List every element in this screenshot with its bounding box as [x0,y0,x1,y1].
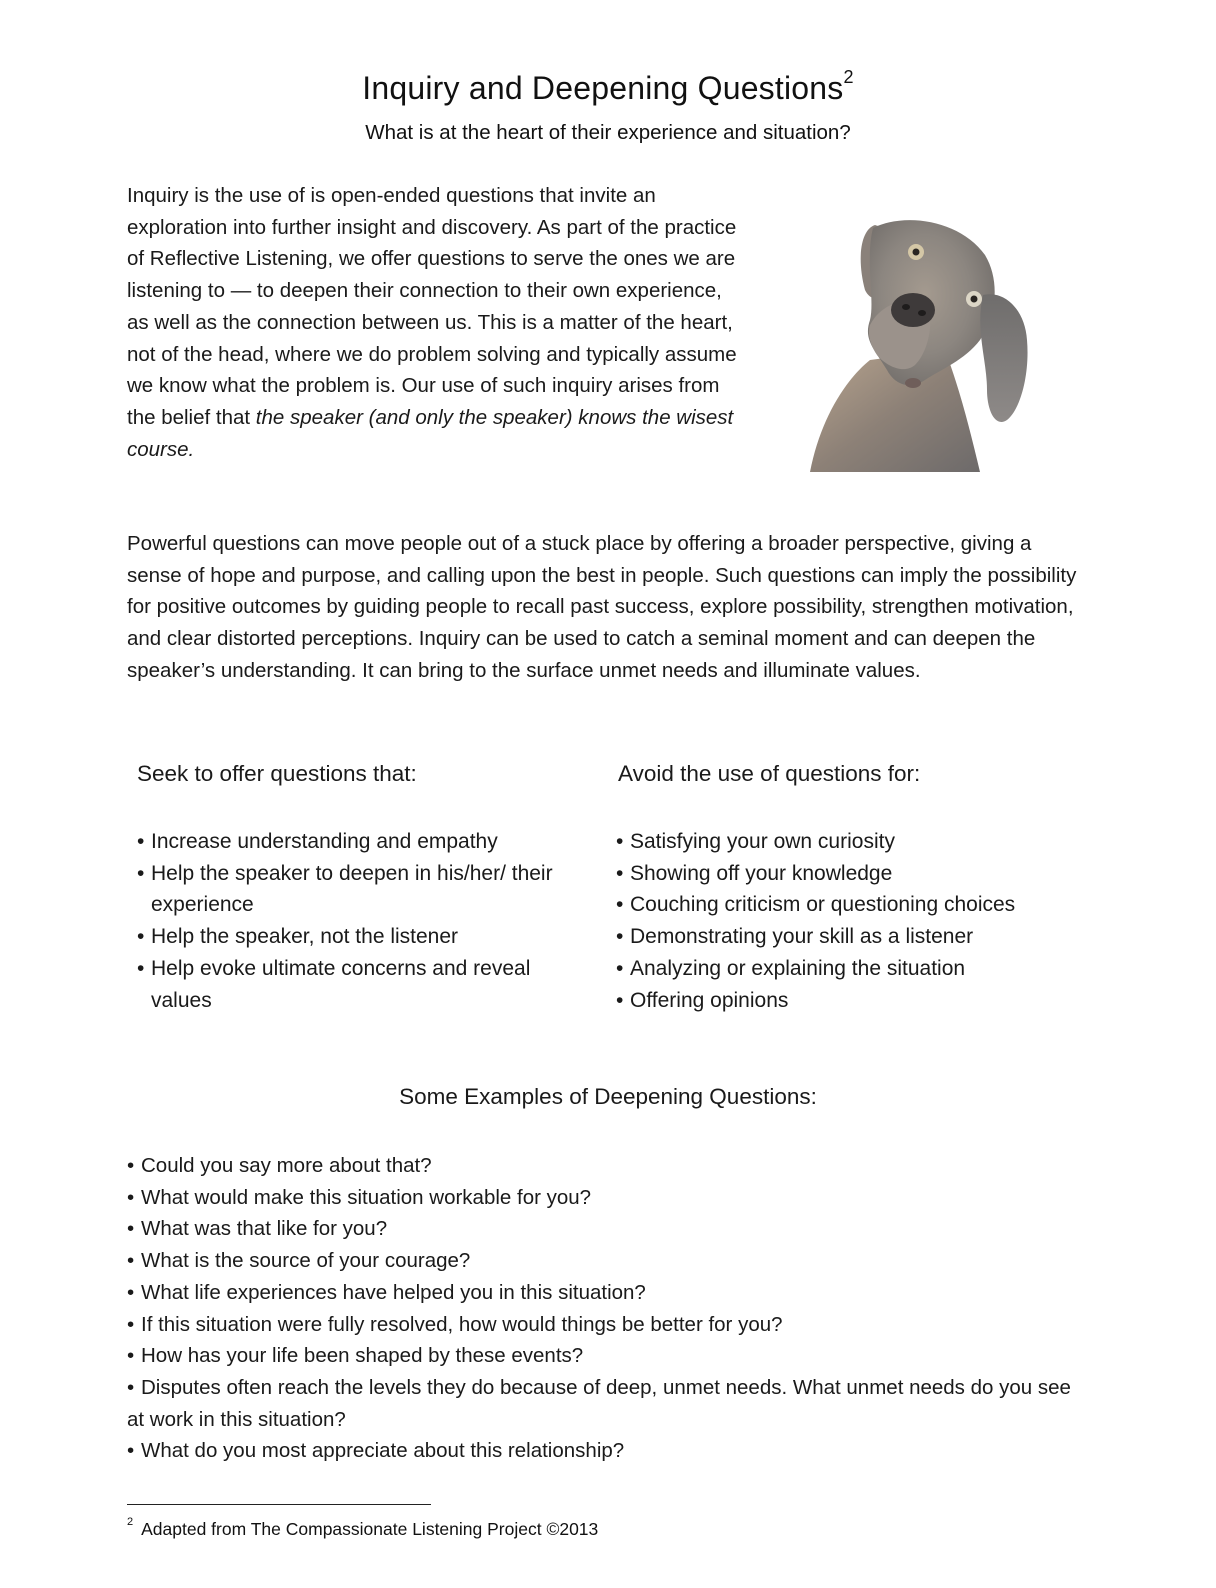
bullet-icon: • [616,956,624,980]
list-item: • Could you say more about that? [127,1150,1087,1182]
footnote [127,1516,599,1540]
page-title [0,67,1216,107]
footnote-divider [127,1504,431,1505]
bullet-icon: • [137,830,145,853]
examples-list [127,1150,1087,1467]
list-item: • Help evoke ultimate concerns and reveal values [137,953,582,1016]
bullet-icon: • [127,1249,135,1273]
list-item: • Help the speaker, not the listener [137,921,582,953]
list-item: • Satisfying your own curiosity [616,826,1086,858]
dog-photo [775,200,1040,475]
bullet-icon: • [127,1185,135,1209]
bullet-icon: • [127,1154,135,1177]
list-item: • Demonstrating your skill as a listener [616,921,1086,953]
list-item: • If this situation were fully resolved, how would things be better for you? [127,1309,1087,1341]
bullet-icon: • [616,830,624,853]
intro-text: Inquiry is the use of is open-ended questions that invite an exploration into further insight and discovery. As part of the practice of Reflective Listening, we offer questions to serve the ones we are listening to — to deepen their connection to their own experience, as well as the connection between us. This is a matter of the heart, not of the head, where we do problem solving and typically assume we know what the problem is. Our use of such inquiry arises from the belief that [127,184,737,429]
bullet-icon: • [616,925,624,949]
list-item: • What life experiences have helped you in this situation? [127,1277,1087,1309]
list-item: • Couching criticism or questioning choices [616,889,1086,921]
bullet-icon: • [127,1375,135,1399]
title-footnote-marker: 2 [843,67,854,88]
seek-list [137,826,582,1016]
bullet-icon: • [616,893,624,917]
list-item: • Offering opinions [616,985,1086,1017]
intro-paragraph [127,180,737,465]
list-item: • What do you most appreciate about this relationship? [127,1435,1087,1467]
list-item: • What is the source of your courage? [127,1245,1087,1277]
title-text: Inquiry and Deepening Questions [362,70,844,106]
bullet-icon: • [616,988,624,1012]
bullet-icon: • [127,1312,135,1336]
powerful-questions-paragraph: Powerful questions can move people out of a stuck place by offering a broader perspective, giving a sense of hope and purpose, and calling upon the best in people. Such questions can imply the possibility for positive outcomes by guiding people to recall past success, explore possibility, strengthen motivation, and clear distorted perceptions. Inquiry can be used to catch a seminal moment and can deepen the speaker’s understanding. It can bring to the surface unmet needs and illuminate values. [127,532,1077,682]
page-subtitle: What is at the heart of their experience and situation? [365,121,851,144]
list-item: • Help the speaker to deepen in his/her/ their experience [137,858,582,921]
intro-italic-text: the speaker (and only the speaker) knows the wisest course. [127,405,734,461]
bullet-icon: • [127,1344,135,1368]
list-item: • Showing off your knowledge [616,858,1086,890]
examples-heading: Some Examples of Deepening Questions: [399,1084,817,1109]
avoid-list [616,826,1086,1016]
list-item: • Increase understanding and empathy [137,826,582,858]
seek-heading: Seek to offer questions that: [137,761,417,786]
bullet-icon: • [137,861,145,885]
footnote-marker: 2 [127,1516,134,1529]
list-item: • What would make this situation workable for you? [127,1182,1087,1214]
bullet-icon: • [127,1439,135,1463]
dog-photo-icon [775,200,1040,475]
bullet-icon: • [127,1217,135,1241]
list-item: • What was that like for you? [127,1213,1087,1245]
bullet-icon: • [137,925,145,949]
bullet-icon: • [616,861,624,885]
list-item: • How has your life been shaped by these events? [127,1340,1087,1372]
avoid-heading: Avoid the use of questions for: [618,761,921,786]
footnote-text: Adapted from The Compassionate Listening Project ©2013 [141,1519,599,1539]
list-item: • Disputes often reach the levels they do because of deep, unmet needs. What unmet needs do you see at work in this situation? [127,1372,1087,1435]
list-item: • Analyzing or explaining the situation [616,953,1086,985]
bullet-icon: • [127,1280,135,1304]
bullet-icon: • [137,956,145,980]
